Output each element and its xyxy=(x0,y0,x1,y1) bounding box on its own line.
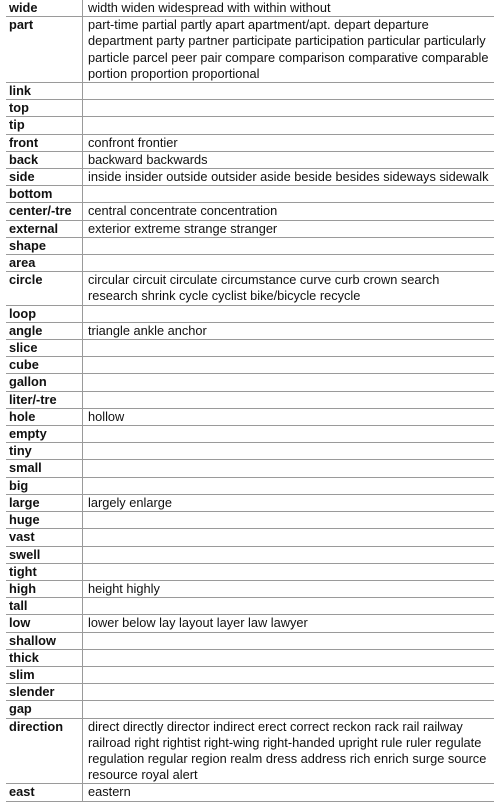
head-word-cell: part xyxy=(6,17,83,83)
related-words-cell xyxy=(83,477,495,494)
head-word-cell: thick xyxy=(6,649,83,666)
related-words-cell xyxy=(83,100,495,117)
table-row xyxy=(6,408,494,425)
table-row xyxy=(6,0,494,17)
related-words-cell: exterior extreme strange stranger xyxy=(88,220,278,236)
table-row xyxy=(6,684,494,701)
head-word-cell: tight xyxy=(6,563,83,580)
head-word-cell: east xyxy=(6,784,83,801)
related-words-cell xyxy=(83,632,495,649)
related-words-cell xyxy=(83,546,495,563)
table-row xyxy=(6,598,494,615)
table-row xyxy=(6,357,494,374)
head-word-cell: tiny xyxy=(6,443,83,460)
head-word-cell: loop xyxy=(6,305,83,322)
related-words-cell xyxy=(83,443,495,460)
related-words-cell xyxy=(83,391,495,408)
table-row xyxy=(6,512,494,529)
head-word-cell: hole xyxy=(6,408,83,425)
head-word-cell: swell xyxy=(6,546,83,563)
table-row xyxy=(6,340,494,357)
related-words-cell xyxy=(83,512,495,529)
table-row xyxy=(6,784,494,801)
table-row xyxy=(6,632,494,649)
related-words-cell xyxy=(83,598,495,615)
related-words-cell xyxy=(83,563,495,580)
related-words-cell: part-time partial partly apart apartment/apt. depart departure department party partner participate participation particular particularly particle parcel peer pair compare comparison comparative comparable portion proportion proportional xyxy=(88,17,489,81)
head-word-cell: shallow xyxy=(6,632,83,649)
table-row xyxy=(6,563,494,580)
table-row xyxy=(6,580,494,597)
table-row xyxy=(6,426,494,443)
head-word-cell: front xyxy=(6,134,83,151)
head-word-cell: slim xyxy=(6,666,83,683)
related-words-cell xyxy=(83,649,495,666)
table-row xyxy=(6,117,494,134)
related-words-cell xyxy=(83,117,495,134)
related-words-cell: triangle ankle anchor xyxy=(88,322,207,338)
head-word-cell: side xyxy=(6,169,83,186)
head-word-cell: slender xyxy=(6,684,83,701)
head-word-cell: large xyxy=(6,494,83,511)
table-row xyxy=(6,546,494,563)
table-row xyxy=(6,718,494,784)
head-word-cell: liter/-tre xyxy=(6,391,83,408)
related-words-cell: height highly xyxy=(88,580,160,596)
table-row xyxy=(6,529,494,546)
related-words-cell: width widen widespread with within without xyxy=(88,0,331,15)
related-words-cell: inside insider outside outsider aside beside besides sideways sidewalk xyxy=(88,169,489,185)
related-words-cell: backward backwards xyxy=(88,151,208,167)
table-row xyxy=(6,134,494,151)
head-word-cell: bottom xyxy=(6,186,83,203)
head-word-cell: cube xyxy=(6,357,83,374)
related-words-cell: direct directly director indirect erect correct reckon rack rail railway railroad right rightist right-wing right-handed upright rule ruler regulate regulation regular region realm dress address rich enrich surge source resource royal alert xyxy=(88,718,487,783)
word-family-table-body xyxy=(6,0,494,801)
table-row xyxy=(6,701,494,718)
head-word-cell: high xyxy=(6,580,83,597)
head-word-cell: wide xyxy=(6,0,83,17)
head-word-cell: angle xyxy=(6,322,83,339)
related-words-cell xyxy=(83,701,495,718)
related-words-cell xyxy=(83,186,495,203)
related-words-cell xyxy=(83,357,495,374)
table-row xyxy=(6,203,494,220)
related-words-cell xyxy=(83,460,495,477)
table-row xyxy=(6,100,494,117)
table-row xyxy=(6,151,494,168)
head-word-cell: area xyxy=(6,255,83,272)
head-word-cell: circle xyxy=(6,272,83,305)
head-word-cell: external xyxy=(6,220,83,237)
related-words-cell: central concentrate concentration xyxy=(88,203,278,219)
head-word-cell: link xyxy=(6,83,83,100)
related-words-cell xyxy=(83,83,495,100)
head-word-cell: center/-tre xyxy=(6,203,83,220)
table-row xyxy=(6,666,494,683)
table-row xyxy=(6,220,494,237)
head-word-cell: huge xyxy=(6,512,83,529)
head-word-cell: vast xyxy=(6,529,83,546)
head-word-cell: shape xyxy=(6,237,83,254)
head-word-cell: small xyxy=(6,460,83,477)
head-word-cell: tip xyxy=(6,117,83,134)
table-row xyxy=(6,322,494,339)
head-word-cell: top xyxy=(6,100,83,117)
related-words-cell xyxy=(83,305,495,322)
table-row xyxy=(6,17,494,83)
table-row xyxy=(6,477,494,494)
table-row xyxy=(6,272,494,305)
related-words-cell xyxy=(83,666,495,683)
related-words-cell xyxy=(83,374,495,391)
head-word-cell: tall xyxy=(6,598,83,615)
table-row xyxy=(6,391,494,408)
related-words-cell: hollow xyxy=(88,408,125,424)
table-row xyxy=(6,237,494,254)
related-words-cell xyxy=(83,237,495,254)
related-words-cell xyxy=(83,426,495,443)
head-word-cell: low xyxy=(6,615,83,632)
related-words-cell: largely enlarge xyxy=(88,494,172,510)
head-word-cell: back xyxy=(6,151,83,168)
head-word-cell: big xyxy=(6,477,83,494)
head-word-cell: empty xyxy=(6,426,83,443)
related-words-cell xyxy=(83,684,495,701)
table-row xyxy=(6,494,494,511)
related-words-cell: lower below lay layout layer law lawyer xyxy=(88,615,308,631)
head-word-cell: slice xyxy=(6,340,83,357)
table-row xyxy=(6,649,494,666)
table-row xyxy=(6,443,494,460)
table-row xyxy=(6,305,494,322)
related-words-cell xyxy=(83,255,495,272)
table-row xyxy=(6,83,494,100)
related-words-cell: circular circuit circulate circumstance curve curb crown search research shrink cycle cyclist bike/bicycle recycle xyxy=(88,272,440,304)
table-row xyxy=(6,374,494,391)
table-row xyxy=(6,169,494,186)
related-words-cell xyxy=(83,529,495,546)
related-words-cell xyxy=(83,340,495,357)
table-row xyxy=(6,186,494,203)
table-row xyxy=(6,255,494,272)
related-words-cell: eastern xyxy=(88,784,131,800)
word-family-table xyxy=(6,0,494,802)
related-words-cell: confront frontier xyxy=(88,134,178,150)
head-word-cell: gallon xyxy=(6,374,83,391)
head-word-cell: gap xyxy=(6,701,83,718)
table-row xyxy=(6,460,494,477)
head-word-cell: direction xyxy=(6,718,83,784)
table-row xyxy=(6,615,494,632)
